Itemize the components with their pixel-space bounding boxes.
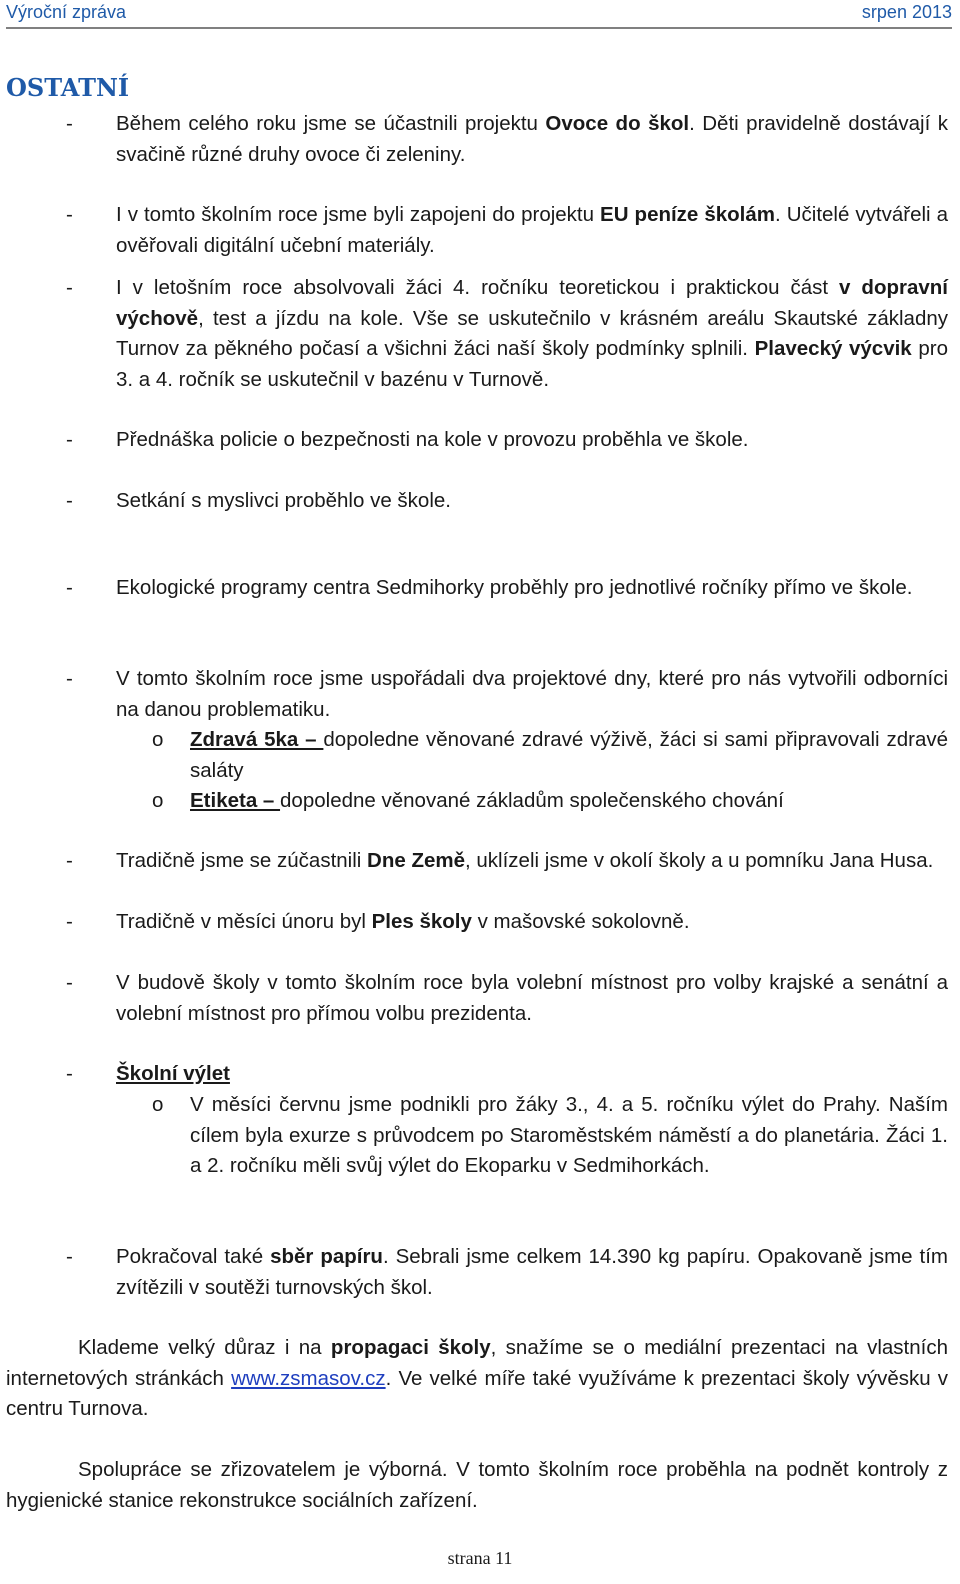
list-item-text: Školní výlet xyxy=(116,1062,230,1085)
list-dash: - xyxy=(66,1062,73,1085)
paragraph-propagation: Klademe velký důraz i na propagaci školy, snažíme se o mediální prezentaci na vlastních internetových stránkách www.zsmasov.cz. Ve velké míře také využíváme k prezentaci školy vývěsku v centru Turnova. xyxy=(6,1336,948,1420)
list-item-text: Během celého roku jsme se účastnili projektu Ovoce do škol. Děti pravidelně dostávají k svačině různé druhy ovoce či zeleniny. xyxy=(116,112,948,166)
website-link[interactable]: www.zsmasov.cz xyxy=(231,1366,386,1390)
sub-list-item-text: V měsíci červnu jsme podnikli pro žáky 3., 4. a 5. ročníku výlet do Prahy. Naším cílem byla exurze s průvodcem po Staroměstském náměstí a do planetária. Žáci 1. a 2. ročníku měli svůj výlet do Ekoparku v Sedmihorkách. xyxy=(190,1093,948,1177)
header-title: Výroční zpráva xyxy=(6,2,127,22)
list-item-text: Tradičně v měsíci únoru byl Ples školy v mašovské sokolovně. xyxy=(116,910,690,933)
list-dash: - xyxy=(66,576,73,599)
list-dash: - xyxy=(66,971,73,994)
list-item-text: Pokračoval také sběr papíru. Sebrali jsme celkem 14.390 kg papíru. Opakovaně jsme tím zvítězili v soutěži turnovských škol. xyxy=(116,1245,949,1299)
sub-bullet: o xyxy=(152,728,164,751)
list-item-text: Setkání s myslivci proběhlo ve škole. xyxy=(116,489,451,512)
list-item-text: V tomto školním roce jsme uspořádali dva projektové dny, které pro nás vytvořili odborníci na danou problematiku. xyxy=(116,667,948,721)
list-dash: - xyxy=(66,849,73,872)
list-item-text: V budově školy v tomto školním roce byla volební místnost pro volby krajské a senátní a volební místnost pro přímou volbu prezidenta. xyxy=(116,971,948,1025)
list-dash: - xyxy=(66,428,73,451)
list-dash: - xyxy=(66,667,73,690)
section-title: OSTATNÍ xyxy=(6,73,130,102)
list-item-text: Ekologické programy centra Sedmihorky proběhly pro jednotlivé ročníky přímo ve škole. xyxy=(116,576,913,599)
page-header xyxy=(6,0,952,29)
list-item-text: I v tomto školním roce jsme byli zapojeni do projektu EU peníze školám. Učitelé vytvářeli a ověřovali digitální učební materiály. xyxy=(116,203,949,257)
list-dash: - xyxy=(66,276,73,299)
list-dash: - xyxy=(66,203,73,226)
list-dash: - xyxy=(66,489,73,512)
sub-list-item-text: Etiketa – dopoledne věnované základům společenského chování xyxy=(190,789,784,812)
paragraph-cooperation: Spolupráce se zřizovatelem je výborná. V tomto školním roce proběhla na podnět kontroly z hygienické stanice rekonstrukce sociálních zařízení. xyxy=(6,1458,948,1512)
list-dash: - xyxy=(66,112,73,135)
sub-bullet: o xyxy=(152,1093,164,1116)
list-dash: - xyxy=(66,1245,73,1268)
sub-list-item-text: Zdravá 5ka – dopoledne věnované zdravé výživě, žáci si sami připravovali zdravé saláty xyxy=(190,728,949,782)
header-date: srpen 2013 xyxy=(861,2,952,22)
sub-bullet: o xyxy=(152,789,164,812)
list-item-text: Přednáška policie o bezpečnosti na kole v provozu proběhla ve škole. xyxy=(116,428,749,451)
page-number: strana 11 xyxy=(447,1548,513,1568)
list-item-text: I v letošním roce absolvovali žáci 4. ročníku teoretickou i praktickou část v dopravní výchově, test a jízdu na kole. Vše se uskutečnilo v krásném areálu Skautské základny Turnov za pěkného počasí a všichni žáci naší školy podmínky splnili. Plavecký výcvik pro 3. a 4. ročník se uskutečnil v bazénu v Turnově. xyxy=(116,276,948,391)
list-dash: - xyxy=(66,910,73,933)
list-item-text: Tradičně jsme se zúčastnili Dne Země, uklízeli jsme v okolí školy a u pomníku Jana Husa. xyxy=(116,849,934,872)
